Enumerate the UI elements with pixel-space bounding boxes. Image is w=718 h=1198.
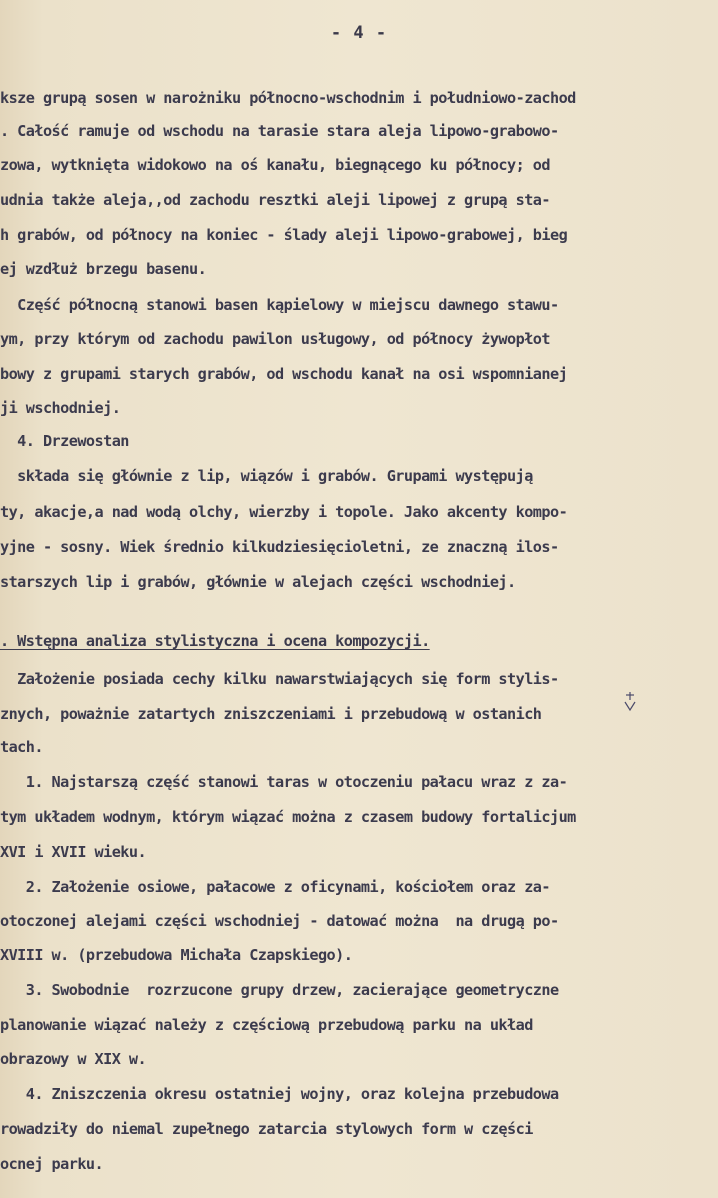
text-line: ocnej parku. — [0, 1155, 104, 1173]
text-line: zowa, wytknięta widokowo na oś kanału, biegnącego ku północy; od — [0, 156, 550, 174]
text-line: starszych lip i grabów, głównie w alejach części wschodniej. — [0, 573, 516, 591]
section-heading: 4. Drzewostan — [0, 432, 129, 450]
text-line: . Całość ramuje od wschodu na tarasie stara aleja lipowo-grabowo- — [0, 122, 559, 140]
text-line: tym układem wodnym, którym wiązać można z czasem budowy fortalicjum — [0, 808, 576, 826]
text-line: 2. Założenie osiowe, pałacowe z oficynami, kościołem oraz za- — [0, 878, 550, 896]
text-line: znych, poważnie zatartych zniszczeniami i przebudową w ostanich — [0, 705, 542, 723]
section-heading: . Wstępna analiza stylistyczna i ocena kompozycji. — [0, 632, 430, 650]
text-line: ym, przy którym od zachodu pawilon usługowy, od północy żywopłot — [0, 330, 550, 348]
text-line: Część północną stanowi basen kąpielowy w miejscu dawnego stawu- — [0, 296, 559, 314]
text-line: ji wschodniej. — [0, 399, 121, 417]
text-line: XVI i XVII wieku. — [0, 843, 147, 861]
text-line: 1. Najstarszą część stanowi taras w otoczeniu pałacu wraz z za- — [0, 773, 568, 791]
text-line: XVIII w. (przebudowa Michała Czapskiego). — [0, 946, 353, 964]
text-line: bowy z grupami starych grabów, od wschodu kanał na osi wspomnianej — [0, 365, 568, 383]
correction-mark-icon — [623, 690, 637, 712]
text-line: Założenie posiada cechy kilku nawarstwiających się form stylis- — [0, 670, 559, 688]
text-line: tach. — [0, 738, 43, 756]
text-line: 3. Swobodnie rozrzucone grupy drzew, zacierające geometryczne — [0, 981, 559, 999]
text-line: planowanie wiązać należy z częściową przebudową parku na układ — [0, 1016, 533, 1034]
text-line: składa się głównie z lip, wiązów i grabów. Grupami występują — [0, 467, 533, 485]
text-line: ty, akacje,a nad wodą olchy, wierzby i topole. Jako akcenty kompo- — [0, 503, 568, 521]
text-line: obrazowy w XIX w. — [0, 1050, 147, 1068]
page-number: - 4 - — [330, 23, 388, 43]
text-line: ej wzdłuż brzegu basenu. — [0, 260, 207, 278]
text-line: udnia także aleja,,od zachodu resztki aleji lipowej z grupą sta- — [0, 191, 550, 209]
text-line: otoczonej alejami części wschodniej - datować można na drugą po- — [0, 912, 559, 930]
text-line: yjne - sosny. Wiek średnio kilkudziesięcioletni, ze znaczną ilos- — [0, 538, 559, 556]
text-line: 4. Zniszczenia okresu ostatniej wojny, oraz kolejna przebudowa — [0, 1085, 559, 1103]
text-line: h grabów, od północy na koniec - ślady aleji lipowo-grabowej, bieg — [0, 226, 568, 244]
text-line: rowadziły do niemal zupełnego zatarcia stylowych form w części — [0, 1120, 533, 1138]
text-line: ksze grupą sosen w narożniku północno-wschodnim i południowo-zachod — [0, 89, 576, 107]
